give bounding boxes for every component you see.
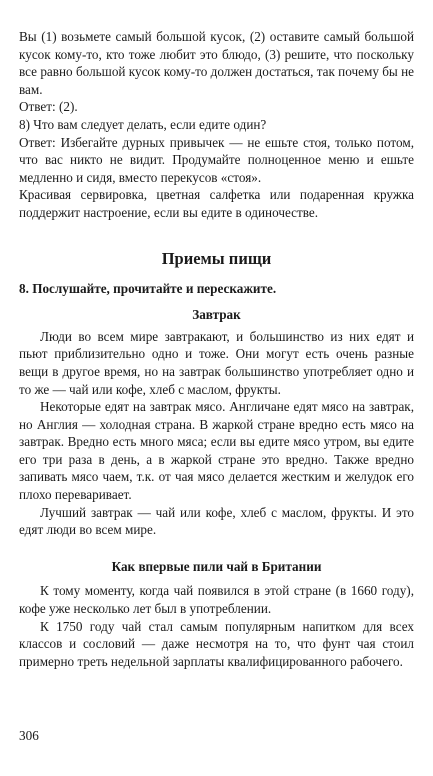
- breakfast-title: Завтрак: [192, 307, 241, 323]
- answer-line: Ответ: (2).: [19, 99, 78, 115]
- section-title: Приемы пищи: [161, 248, 272, 268]
- serving-paragraph: Красивая сервировка, цветная салфетка или подаренная кружка поддержит настроение, если вы едите в одиночестве.: [19, 187, 414, 220]
- answer-paragraph: Ответ: Избегайте дурных привычек — не ешьте стоя, только потом, что вас никто не видит. Продумайте полноценное меню и ешьте медленно и сидя, вместо перекусов «стоя».: [19, 134, 414, 185]
- tea-paragraph: К тому моменту, когда чай появился в этой стране (в 1660 году), кофе уже несколько лет был в употреблении.: [19, 583, 414, 617]
- breakfast-paragraph: Лучший завтрак — чай или кофе, хлеб с маслом, фрукты. И это едят люди во всем мире.: [19, 504, 414, 538]
- tea-title: Как впервые пили чай в Британии: [111, 558, 322, 574]
- breakfast-paragraph: Некоторые едят на завтрак мясо. Англичане едят мясо на завтрак, но Англия — холодная страна. В жаркой стране вредно есть мясо на завтрак. Вредно есть много мяса; если вы едите мясо утром, вы едите его три раза в день, а в жаркой стране это вредно. Также вредно запивать мясо чаем, т.к. от чая мясо делается жестким и желудок его плохо переваривает.: [19, 399, 414, 503]
- tea-paragraph: К 1750 году чай стал самым популярным напитком для всех классов и сословий — даже несмотря на то, что фунт чая стоил примерно треть недельной зарплаты квалифицированного рабочего.: [19, 618, 414, 669]
- page-number: 306: [19, 728, 39, 743]
- breakfast-paragraph: Люди во всем мире завтракают, и большинство из них едят и пьют приблизительно одно и тоже. Они могут есть очень разные вещи в другое время, но на завтрак большинство употребляет одно и то же — чай или кофе, хлеб с маслом, фрукты.: [19, 328, 414, 397]
- page-body: [19, 28, 414, 670]
- exercise-heading: 8. Послушайте, прочитайте и перескажите.: [19, 280, 277, 296]
- intro-paragraph: Вы (1) возьмете самый большой кусок, (2) оставите самый большой кусок кому-то, кто тоже любит это блюдо, (3) решите, что поскольку все равно большой кусок кому-то должен достаться, так почему бы не вам.: [19, 29, 414, 97]
- question-8: 8) Что вам следует делать, если едите один?: [19, 116, 267, 132]
